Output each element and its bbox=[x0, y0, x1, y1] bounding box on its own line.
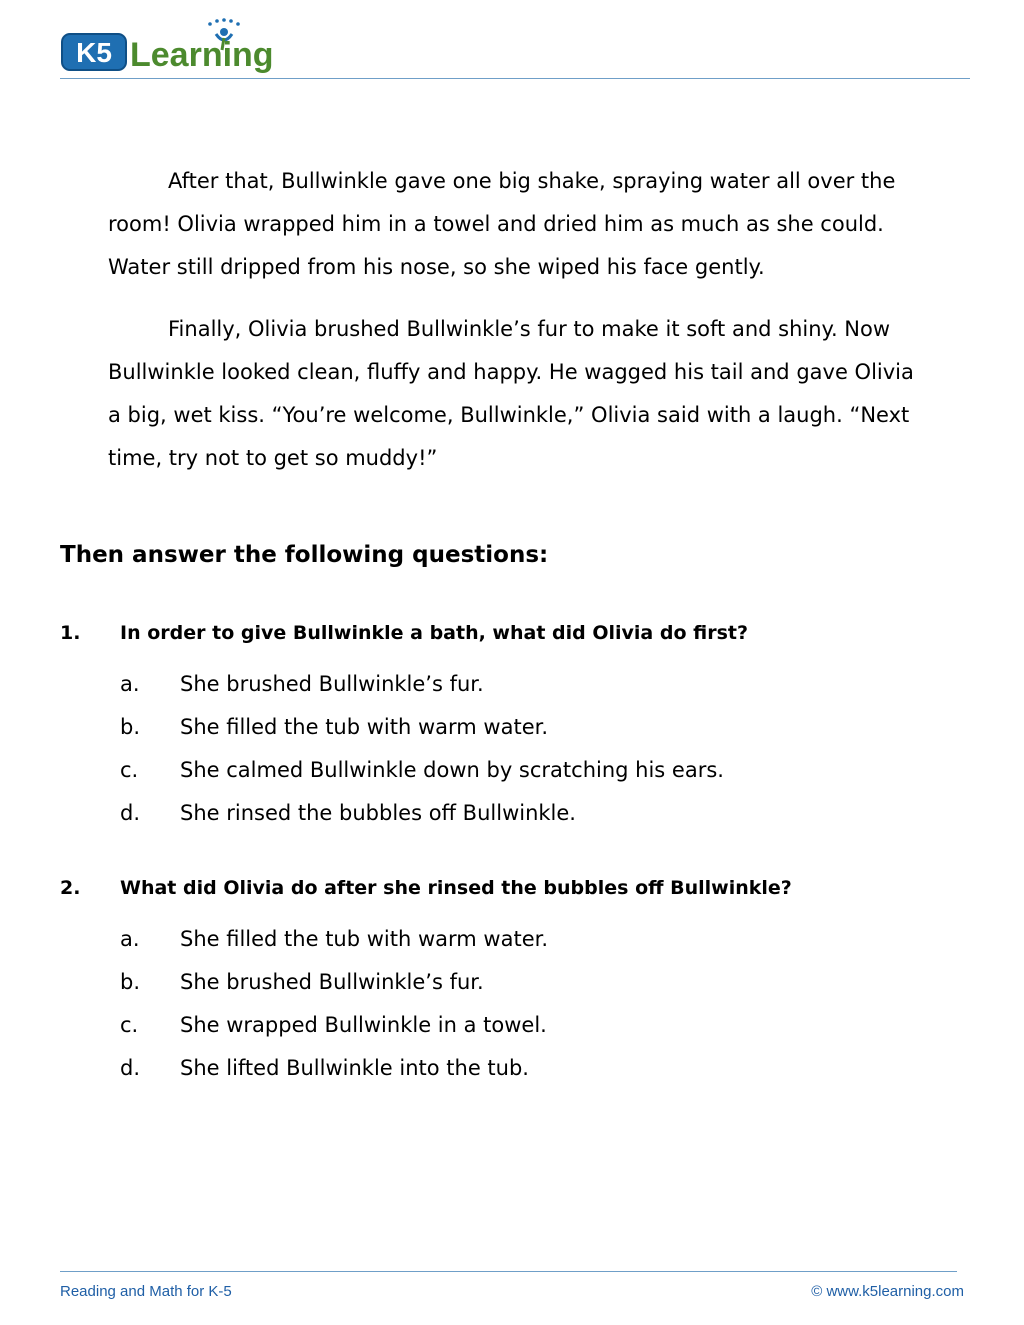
answer-option bbox=[60, 918, 960, 961]
answer-options bbox=[60, 663, 960, 835]
option-text: She calmed Bullwinkle down by scratching his ears. bbox=[180, 758, 724, 782]
option-letter: b. bbox=[120, 715, 141, 739]
option-letter: d. bbox=[120, 1056, 141, 1080]
answer-options bbox=[60, 918, 960, 1090]
option-text: She brushed Bullwinkle’s fur. bbox=[180, 970, 484, 994]
question-number: 2. bbox=[60, 877, 81, 899]
option-text: She filled the tub with warm water. bbox=[180, 927, 548, 951]
option-text: She lifted Bullwinkle into the tub. bbox=[180, 1056, 529, 1080]
question-2 bbox=[60, 873, 960, 1090]
option-letter: b. bbox=[120, 970, 141, 994]
answer-option bbox=[60, 706, 960, 749]
option-letter: a. bbox=[120, 927, 140, 951]
footer-website[interactable]: © www.k5learning.com bbox=[811, 1283, 964, 1300]
option-letter: d. bbox=[120, 801, 141, 825]
option-text: She filled the tub with warm water. bbox=[180, 715, 548, 739]
option-letter: c. bbox=[120, 758, 139, 782]
question-number: 1. bbox=[60, 622, 81, 644]
option-text: She rinsed the bubbles off Bullwinkle. bbox=[180, 801, 576, 825]
answer-option bbox=[60, 749, 960, 792]
question-1 bbox=[60, 618, 960, 835]
option-text: She wrapped Bullwinkle in a towel. bbox=[180, 1013, 547, 1037]
answer-option bbox=[60, 792, 960, 835]
logo-stars-icon bbox=[208, 18, 240, 26]
answer-option bbox=[60, 961, 960, 1004]
instructions-heading: Then answer the following questions: bbox=[60, 542, 549, 568]
footer-divider bbox=[60, 1271, 957, 1272]
question-text: What did Olivia do after she rinsed the bubbles off Bullwinkle? bbox=[120, 877, 792, 899]
header-divider bbox=[60, 78, 970, 79]
answer-option bbox=[60, 663, 960, 706]
k5-learning-logo bbox=[60, 16, 286, 78]
answer-option bbox=[60, 1004, 960, 1047]
passage-paragraph: Finally, Olivia brushed Bullwinkle’s fur to make it soft and shiny. Now Bullwinkle looked clean, fluffy and happy. He wagged his tail and gave Olivia a big, wet kiss. “You’re welcome, Bullwinkle,” Olivia said with a laugh. “Next time, try not to get so muddy!” bbox=[108, 317, 914, 470]
logo-word: Learning bbox=[130, 36, 274, 74]
question-text: In order to give Bullwinkle a bath, what did Olivia do first? bbox=[120, 622, 749, 644]
reading-passage bbox=[108, 160, 920, 499]
answer-option bbox=[60, 1047, 960, 1090]
option-letter: c. bbox=[120, 1013, 139, 1037]
passage-paragraph: After that, Bullwinkle gave one big shake, spraying water all over the room! Olivia wrapped him in a towel and dried him as much as she could. Water still dripped from his nose, so she wiped his face gently. bbox=[108, 169, 896, 279]
option-text: She brushed Bullwinkle’s fur. bbox=[180, 672, 484, 696]
option-letter: a. bbox=[120, 672, 140, 696]
logo-badge-text: K5 bbox=[76, 37, 112, 68]
footer-tagline: Reading and Math for K-5 bbox=[60, 1283, 232, 1300]
